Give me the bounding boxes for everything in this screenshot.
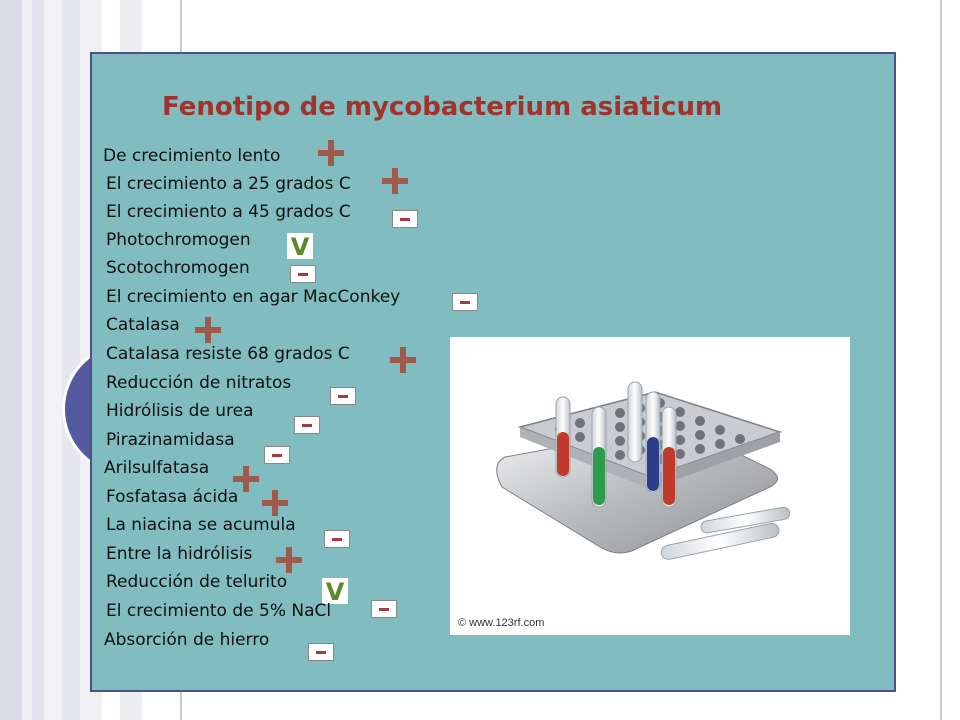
plus-icon xyxy=(318,140,344,171)
phenotype-label: La niacina se acumula xyxy=(106,515,296,535)
test-tube-rack-image xyxy=(450,337,850,635)
phenotype-label: El crecimiento a 25 grados C xyxy=(106,174,351,194)
test-tube-rack-icon xyxy=(450,337,850,635)
slide-title: Fenotipo de mycobacterium asiaticum xyxy=(162,92,723,122)
decor-stripe xyxy=(32,0,44,720)
phenotype-label: Catalasa resiste 68 grados C xyxy=(106,344,350,364)
phenotype-label: Pirazinamidasa xyxy=(106,430,235,450)
check-icon xyxy=(287,233,313,264)
minus-icon xyxy=(330,387,356,405)
minus-icon xyxy=(452,293,478,311)
phenotype-label: Fosfatasa ácida xyxy=(106,487,239,507)
phenotype-label: Photochromogen xyxy=(106,230,251,250)
image-copyright: © www.123rf.com xyxy=(458,617,545,629)
phenotype-label: Scotochromogen xyxy=(106,258,250,278)
phenotype-label: Reducción de telurito xyxy=(106,572,288,592)
decor-stripe xyxy=(22,0,32,720)
phenotype-label: El crecimiento a 45 grados C xyxy=(106,202,351,222)
phenotype-label: Absorción de hierro xyxy=(104,630,270,650)
minus-icon xyxy=(264,446,290,464)
minus-icon xyxy=(290,265,316,283)
decor-line xyxy=(940,0,942,720)
svg-text:V: V xyxy=(290,233,310,259)
phenotype-label: El crecimiento en agar MacConkey xyxy=(106,287,401,307)
decor-stripe xyxy=(62,0,80,720)
phenotype-label: Arilsulfatasa xyxy=(104,458,210,478)
minus-icon xyxy=(294,416,320,434)
minus-icon xyxy=(324,530,350,548)
phenotype-label: De crecimiento lento xyxy=(103,146,281,166)
minus-icon xyxy=(392,210,418,228)
minus-icon xyxy=(371,600,397,618)
plus-icon xyxy=(390,347,416,378)
phenotype-label: Hidrólisis de urea xyxy=(106,401,254,421)
minus-icon xyxy=(308,643,334,661)
phenotype-label: El crecimiento de 5% NaCl xyxy=(106,601,332,621)
decor-stripe xyxy=(44,0,62,720)
phenotype-label: Catalasa xyxy=(106,315,180,335)
plus-icon xyxy=(382,168,408,199)
phenotype-label: Reducción de nitratos xyxy=(106,373,292,393)
decor-stripe xyxy=(0,0,22,720)
phenotype-label: Entre la hidrólisis xyxy=(106,544,253,564)
svg-text:V: V xyxy=(325,578,345,604)
